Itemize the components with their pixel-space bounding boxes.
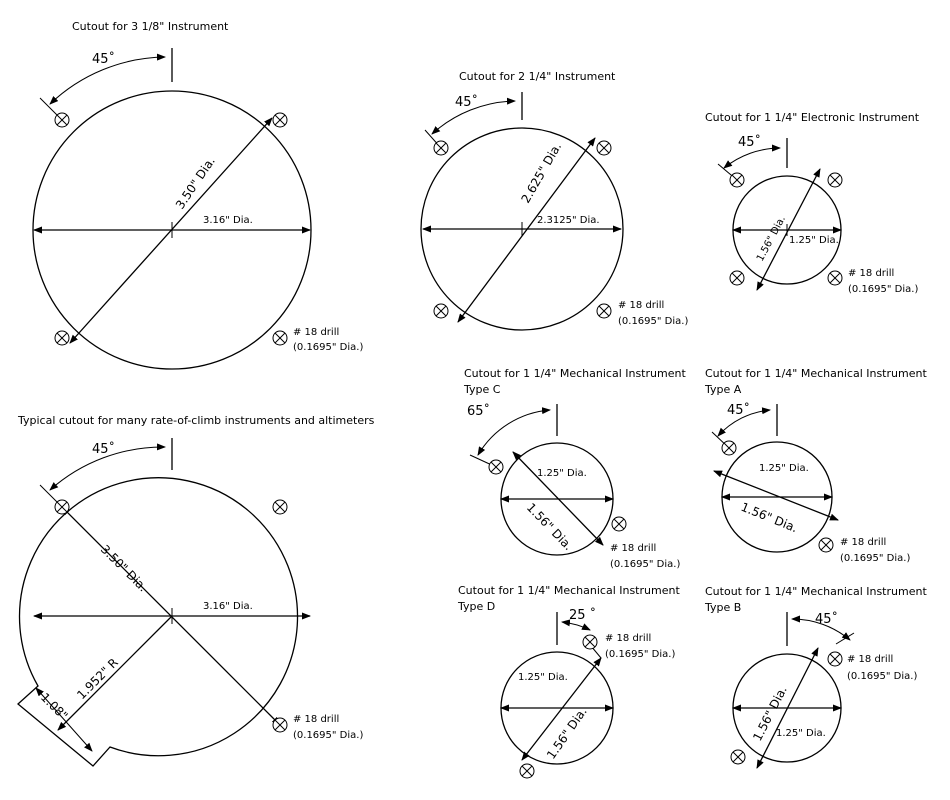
inner-diameter-label: 1.25" Dia.: [537, 468, 587, 479]
drill-hole-icon: [55, 113, 69, 127]
drill-hole-icon: [819, 538, 833, 552]
angle-arc: [724, 148, 780, 168]
drill-note-size: (0.1695" Dia.): [840, 553, 911, 564]
cutout-type-c: [463, 367, 686, 570]
notch-label: 1.08": [37, 690, 71, 723]
drill-hole-icon: [828, 173, 842, 187]
outer-diameter-label: 2.625" Dia.: [518, 140, 565, 206]
drill-note: # 18 drill: [847, 654, 894, 665]
outer-diameter-label: 1.56" Dia.: [754, 214, 789, 264]
reference-line: [836, 633, 854, 644]
cutout-title: Cutout for 1 1/4" Mechanical Instrument: [705, 585, 927, 598]
angle-label: 25 ˚: [569, 608, 597, 623]
angle-label: 45˚: [92, 52, 116, 67]
angle-arc: [562, 622, 590, 630]
drill-hole-icon: [434, 304, 448, 318]
drill-hole-icon: [434, 141, 448, 155]
drill-note: # 18 drill: [605, 633, 652, 644]
drill-hole-icon: [722, 441, 736, 455]
drill-hole-icon: [273, 500, 287, 514]
cutout-rate-of-climb: [17, 414, 375, 766]
cutout-type: Type B: [705, 601, 742, 614]
cutout-type-a: [704, 367, 927, 564]
cutout-title: Cutout for 2 1/4" Instrument: [459, 70, 616, 83]
cutout-title: Cutout for 1 1/4" Mechanical Instrument: [464, 367, 686, 380]
outer-diameter-label: 1.56" Dia.: [738, 499, 800, 536]
drill-note: # 18 drill: [610, 543, 657, 554]
outer-diameter-label: 3.50" Dia.: [97, 542, 151, 595]
angle-label: 45˚: [92, 442, 116, 457]
inner-diameter-label: 3.16" Dia.: [203, 601, 253, 612]
drill-note-size: (0.1695" Dia.): [848, 284, 919, 295]
outer-diameter-label: 1.56" Dia.: [523, 500, 576, 554]
drill-hole-icon: [828, 271, 842, 285]
cutout-type-b: [704, 585, 927, 768]
drill-hole-icon: [55, 500, 69, 514]
drill-note: # 18 drill: [848, 268, 895, 279]
drill-hole-icon: [273, 331, 287, 345]
drill-note: # 18 drill: [293, 327, 340, 338]
cutout-title: Typical cutout for many rate-of-climb instruments and altimeters: [18, 414, 375, 427]
drill-note-size: (0.1695" Dia.): [605, 649, 676, 660]
angle-label: 45˚: [815, 612, 839, 627]
angle-label: 45˚: [727, 403, 751, 418]
drill-note-size: (0.1695" Dia.): [847, 671, 918, 682]
cutout-1-1-4-electronic: [705, 111, 920, 295]
drill-hole-icon: [597, 141, 611, 155]
radius-line: [58, 616, 172, 730]
drill-hole-icon: [273, 113, 287, 127]
radius-label: 1.952" R: [74, 655, 121, 703]
outer-diameter-line: [458, 138, 595, 322]
outer-diameter-label: 3.50" Dia.: [172, 154, 218, 212]
cutout-title: Cutout for 3 1/8" Instrument: [72, 20, 229, 33]
outer-diameter-label: 1.56" Dia.: [543, 704, 590, 762]
angle-label: 45˚: [455, 95, 479, 110]
drill-note: # 18 drill: [293, 714, 340, 725]
inner-diameter-label: 2.3125" Dia.: [537, 215, 600, 226]
cutout-title: Cutout for 1 1/4" Mechanical Instrument: [458, 584, 680, 597]
drill-hole-icon: [731, 750, 745, 764]
angle-label: 45˚: [738, 135, 762, 150]
drill-hole-icon: [612, 517, 626, 531]
angle-label: 65˚: [467, 404, 491, 419]
inner-diameter-label: 1.25" Dia.: [518, 672, 568, 683]
cutout-2-1-4: [421, 70, 688, 330]
cutout-type: Type D: [458, 600, 496, 613]
drill-hole-icon: [828, 652, 842, 666]
drill-hole-icon: [730, 271, 744, 285]
cutout-type: Type A: [705, 383, 742, 396]
drill-hole-icon: [583, 635, 597, 649]
outer-diameter-label: 1.56" Dia.: [750, 683, 790, 744]
drill-hole-icon: [730, 173, 744, 187]
drill-note-size: (0.1695" Dia.): [293, 730, 364, 741]
cutout-title: Cutout for 1 1/4" Electronic Instrument: [705, 111, 920, 124]
drill-note-size: (0.1695" Dia.): [293, 342, 364, 353]
drill-hole-icon: [273, 718, 287, 732]
drill-hole-icon: [597, 304, 611, 318]
drill-hole-icon: [489, 460, 503, 474]
cutout-type-d: [457, 584, 680, 778]
panel-outline-with-notch: [18, 478, 298, 766]
cutout-type: Type C: [464, 383, 501, 396]
drill-hole-icon: [520, 764, 534, 778]
drill-note-size: (0.1695" Dia.): [610, 559, 681, 570]
cutout-title: Cutout for 1 1/4" Mechanical Instrument: [705, 367, 927, 380]
inner-diameter-label: 1.25" Dia.: [759, 463, 809, 474]
drill-hole-icon: [55, 331, 69, 345]
inner-diameter-label: 1.25" Dia.: [789, 235, 839, 246]
inner-diameter-label: 1.25" Dia.: [776, 728, 826, 739]
cutout-3-1-8: [33, 20, 363, 369]
drill-note: # 18 drill: [618, 300, 665, 311]
drill-note-size: (0.1695" Dia.): [618, 316, 689, 327]
inner-diameter-label: 3.16" Dia.: [203, 215, 253, 226]
drill-note: # 18 drill: [840, 537, 887, 548]
